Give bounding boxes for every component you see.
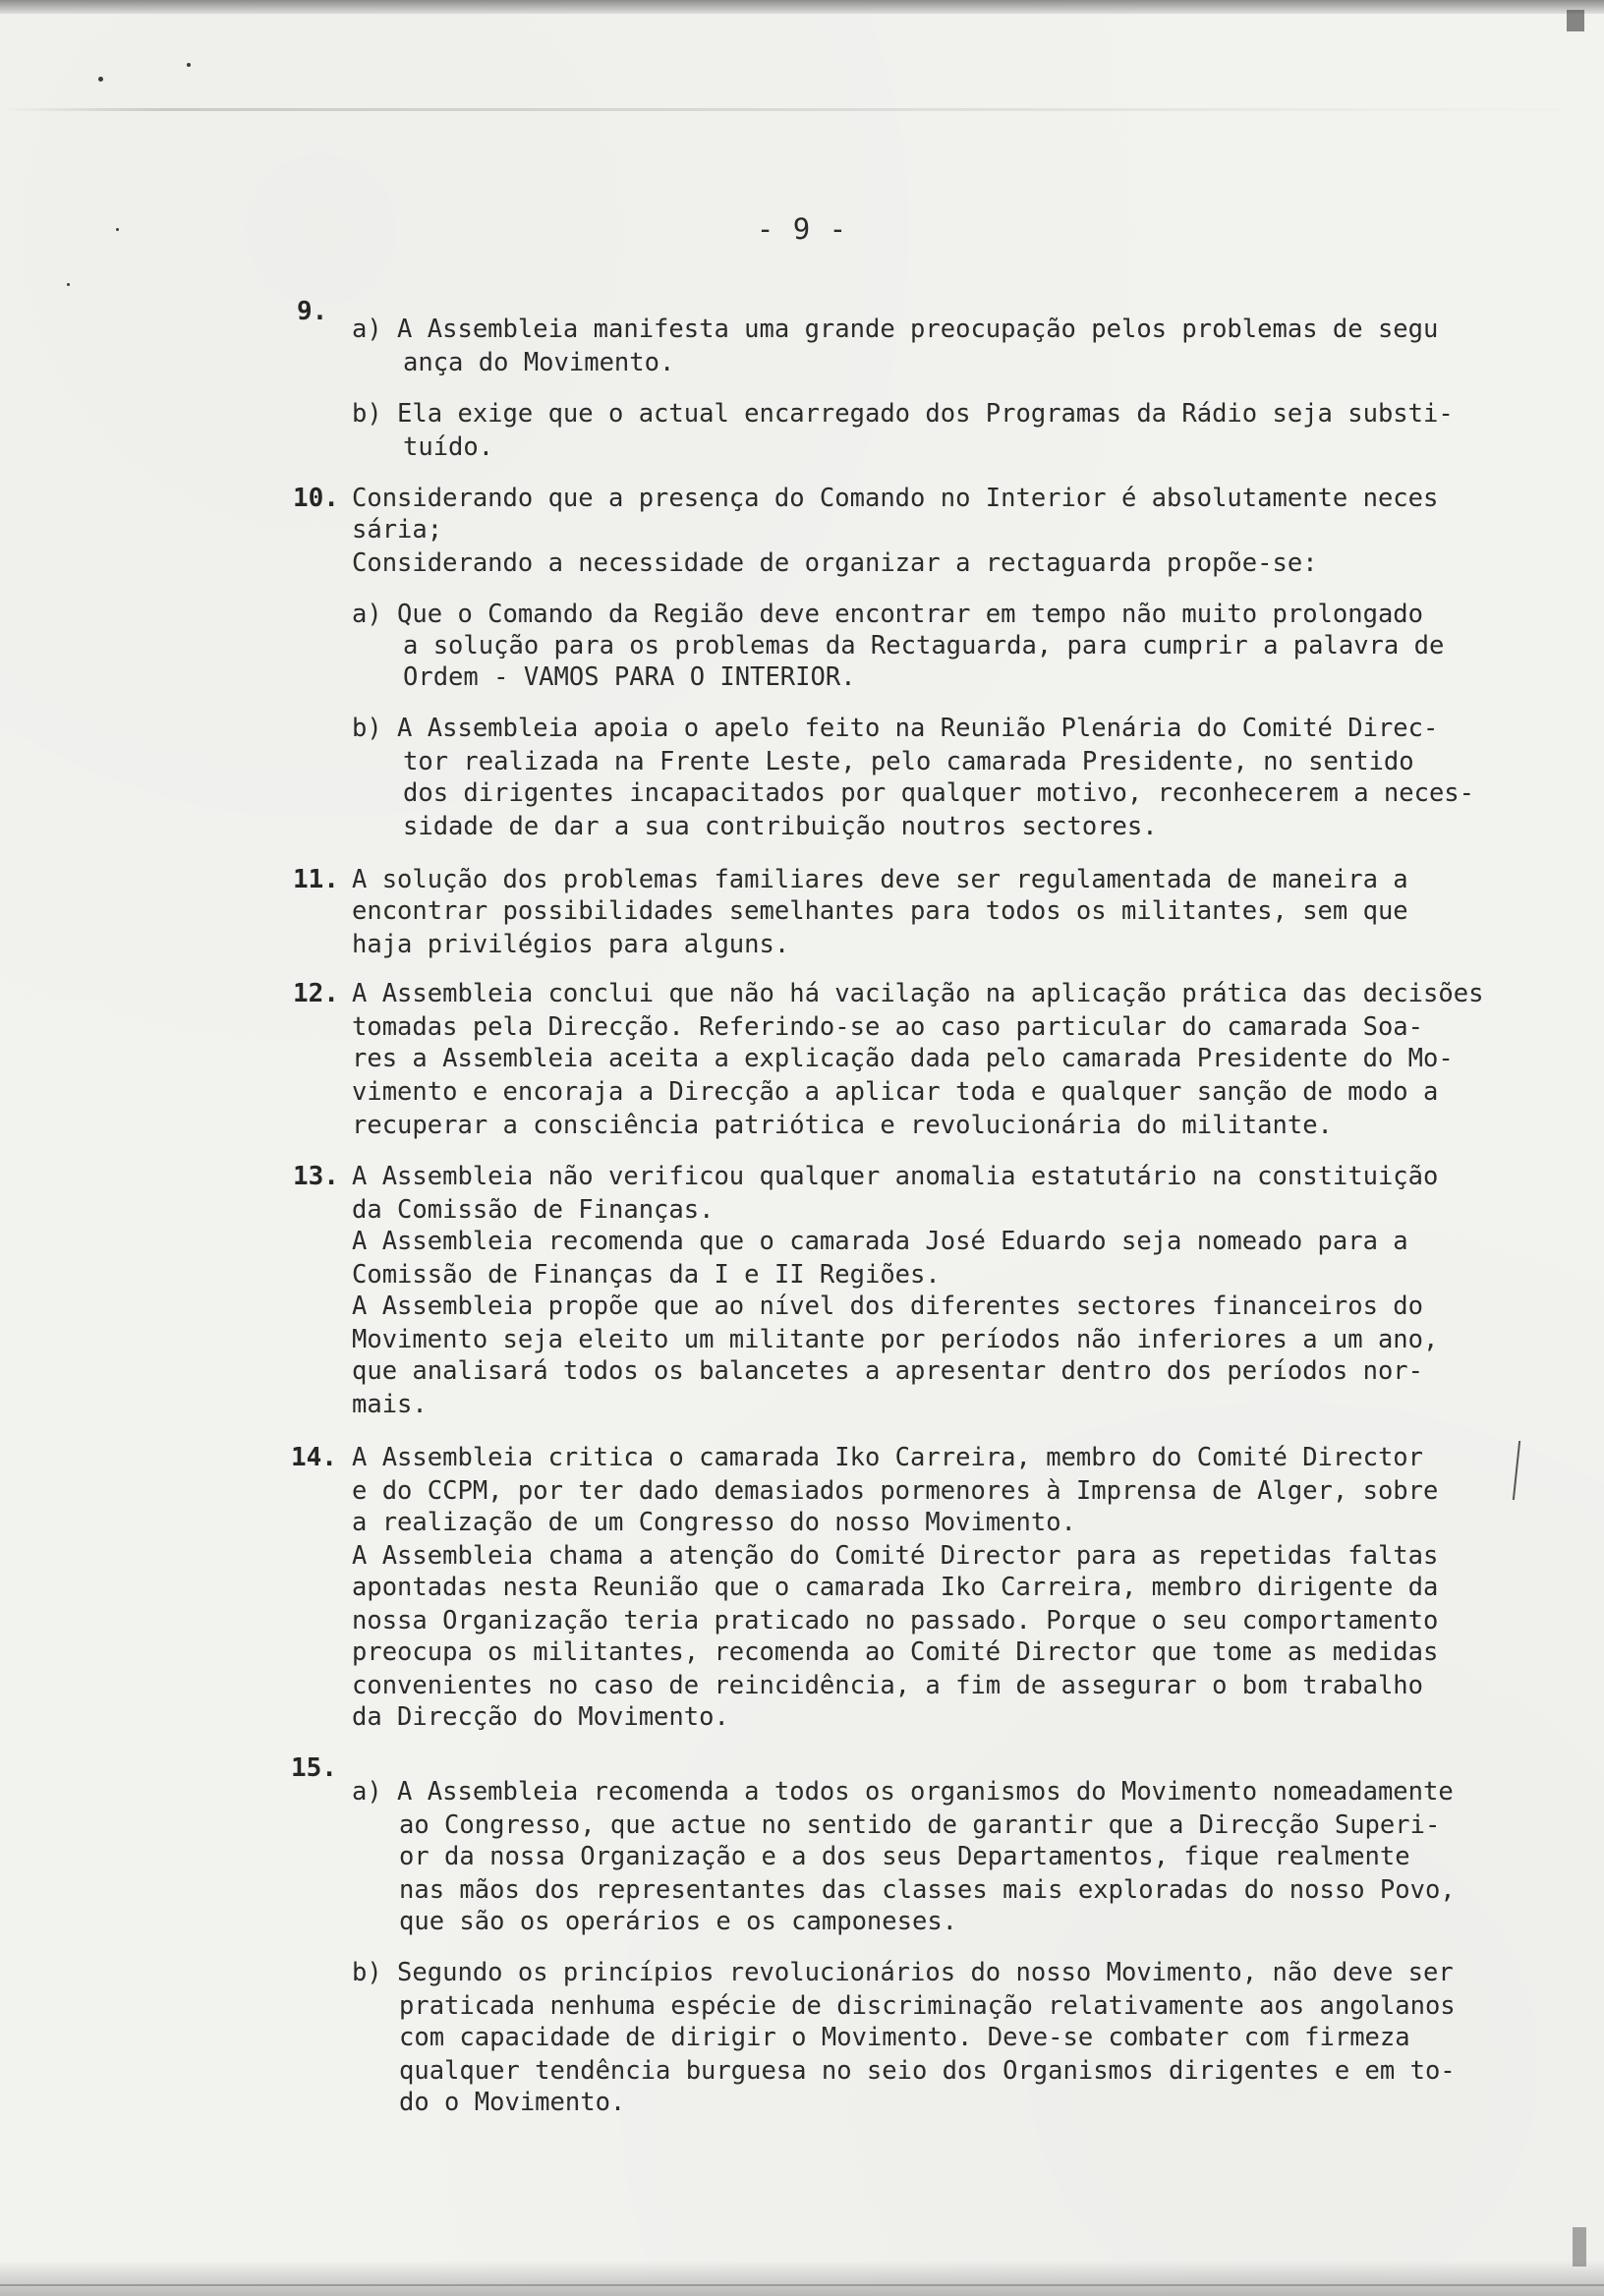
item-11-line-2: encontrar possibilidades semelhantes para todos os militantes, sem que xyxy=(352,896,1408,926)
item-9-line-1: a) A Assembleia manifesta uma grande preocupação pelos problemas de segu xyxy=(352,315,1439,344)
item-15-line-7: praticada nenhuma espécie de discriminação relativamente aos angolanos xyxy=(399,1991,1456,2021)
item-12-line-1: A Assembleia conclui que não há vacilação na aplicação prática das decisões xyxy=(352,979,1484,1008)
item-10-line-8: tor realizada na Frente Leste, pelo camarada Presidente, no sentido xyxy=(403,747,1414,776)
item-15-line-6: b) Segundo os princípios revolucionários do nosso Movimento, não deve ser xyxy=(352,1958,1454,1987)
item-10-line-3: Considerando a necessidade de organizar a rectaguarda propõe-se: xyxy=(352,548,1318,578)
item-9-line-4: tuído. xyxy=(403,432,494,462)
item-14-line-7: preocupa os militantes, recomenda ao Comité Director que tome as medidas xyxy=(352,1637,1439,1667)
item-number-11: 11. xyxy=(293,865,339,894)
scan-edge-mark xyxy=(1573,2227,1586,2267)
item-14-line-6: nossa Organização teria praticado no passado. Porque o seu comportamento xyxy=(352,1606,1439,1636)
item-11-line-1: A solução dos problemas familiares deve ser regulamentada de maneira a xyxy=(352,865,1408,894)
scan-edge-mark xyxy=(1567,10,1584,31)
item-number-14: 14. xyxy=(291,1443,337,1472)
item-10-line-9: dos dirigentes incapacitados por qualquer motivo, reconhecerem a neces- xyxy=(403,778,1475,808)
item-10-line-2: sária; xyxy=(352,515,443,545)
item-14-line-2: e do CCPM, por ter dado demasiados pormenores à Imprensa de Alger, sobre xyxy=(352,1476,1439,1506)
item-12-line-2: tomadas pela Direcção. Referindo-se ao caso particular do camarada Soa- xyxy=(352,1012,1424,1042)
item-13-line-2: da Comissão de Finanças. xyxy=(352,1195,715,1225)
margin-bracket xyxy=(1513,1441,1530,1500)
item-10-line-4: a) Que o Comando da Região deve encontrar em tempo não muito prolongado xyxy=(352,600,1424,629)
item-15-line-2: ao Congresso, que actue no sentido de garantir que a Direcção Superi- xyxy=(399,1810,1441,1840)
item-10-line-10: sidade de dar a sua contribuição noutros sectores. xyxy=(403,812,1158,841)
item-15-line-8: com capacidade de dirigir o Movimento. Deve-se combater com firmeza xyxy=(399,2023,1410,2052)
item-14-line-5: apontadas nesta Reunião que o camarada Iko Carreira, membro dirigente da xyxy=(352,1573,1439,1602)
item-15-line-5: que são os operários e os camponeses. xyxy=(399,1907,958,1936)
item-12-line-3: res a Assembleia aceita a explicação dada pelo camarada Presidente do Mo- xyxy=(352,1044,1454,1073)
item-10-line-1: Considerando que a presença do Comando no Interior é absolutamente neces xyxy=(352,484,1439,513)
item-10-line-5: a solução para os problemas da Rectaguarda, para cumprir a palavra de xyxy=(403,631,1445,660)
item-number-15: 15. xyxy=(291,1753,337,1783)
scan-bottom-line xyxy=(0,2284,1604,2286)
item-14-line-8: convenientes no caso de reincidência, a fim de assegurar o bom trabalho xyxy=(352,1671,1424,1700)
item-13-line-8: mais. xyxy=(352,1390,428,1419)
item-13-line-4: Comissão de Finanças da I e II Regiões. xyxy=(352,1260,941,1290)
item-13-line-6: Movimento seja eleito um militante por períodos não inferiores a um ano, xyxy=(352,1325,1439,1354)
item-15-line-3: or da nossa Organização e a dos seus Departamentos, fique realmente xyxy=(399,1842,1410,1871)
item-15-line-4: nas mãos dos representantes das classes mais exploradas do nosso Povo, xyxy=(399,1875,1456,1905)
item-number-10: 10. xyxy=(293,484,339,513)
item-15-line-1: a) A Assembleia recomenda a todos os organismos do Movimento nomeadamente xyxy=(352,1777,1454,1807)
scan-artifact-line xyxy=(0,108,1604,111)
item-14-line-3: a realização de um Congresso do nosso Movimento. xyxy=(352,1508,1076,1537)
item-number-12: 12. xyxy=(293,979,339,1008)
item-13-line-3: A Assembleia recomenda que o camarada José Eduardo seja nomeado para a xyxy=(352,1227,1408,1256)
dust-speck xyxy=(98,77,103,82)
dust-speck xyxy=(67,283,70,286)
scan-top-edge xyxy=(0,0,1604,14)
item-13-line-7: que analisará todos os balancetes a apresentar dentro dos períodos nor- xyxy=(352,1356,1424,1386)
item-14-line-9: da Direcção do Movimento. xyxy=(352,1702,729,1732)
item-9-line-3: b) Ela exige que o actual encarregado dos Programas da Rádio seja substi- xyxy=(352,399,1454,429)
dust-speck xyxy=(187,63,191,67)
item-14-line-1: A Assembleia critica o camarada Iko Carreira, membro do Comité Director xyxy=(352,1443,1424,1472)
item-10-line-7: b) A Assembleia apoia o apelo feito na Reunião Plenária do Comité Direc- xyxy=(352,714,1439,743)
item-13-line-5: A Assembleia propõe que ao nível dos diferentes sectores financeiros do xyxy=(352,1292,1424,1321)
item-10-line-6: Ordem - VAMOS PARA O INTERIOR. xyxy=(403,662,856,692)
scan-bottom-edge xyxy=(0,2261,1604,2296)
item-12-line-5: recuperar a consciência patriótica e revolucionária do militante. xyxy=(352,1111,1333,1140)
item-13-line-1: A Assembleia não verificou qualquer anomalia estatutário na constituição xyxy=(352,1162,1439,1191)
item-12-line-4: vimento e encoraja a Direcção a aplicar toda e qualquer sanção de modo a xyxy=(352,1077,1439,1107)
page-number: - 9 - xyxy=(756,212,848,246)
item-number-13: 13. xyxy=(293,1162,339,1191)
item-11-line-3: haja privilégios para alguns. xyxy=(352,930,790,959)
item-9-line-2: ança do Movimento. xyxy=(403,348,675,377)
item-15-line-9: qualquer tendência burguesa no seio dos Organismos dirigentes e em to- xyxy=(399,2056,1456,2086)
item-15-line-10: do o Movimento. xyxy=(399,2088,626,2117)
item-number-9: 9. xyxy=(297,297,328,326)
item-14-line-4: A Assembleia chama a atenção do Comité Director para as repetidas faltas xyxy=(352,1541,1439,1571)
